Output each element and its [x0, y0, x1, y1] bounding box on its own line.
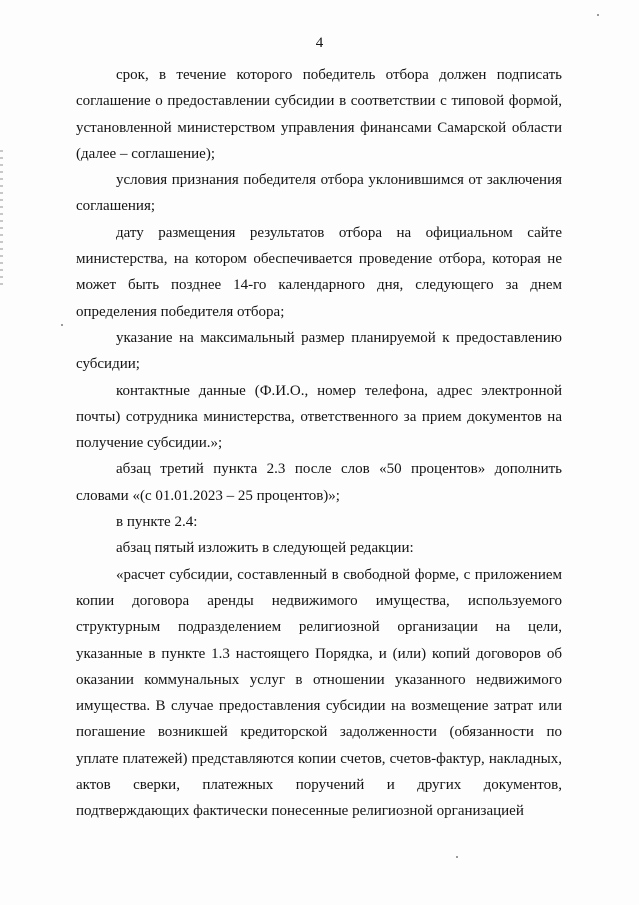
paragraph-contact-data: контактные данные (Ф.И.О., номер телефона, адрес электронной почты) сотрудника министерства, ответственного за прием документов на получение субсидии.»;: [76, 382, 562, 452]
document-body: [76, 62, 562, 825]
paragraph-deadline-signing: срок, в течение которого победитель отбора должен подписать соглашение о предоставлении субсидии в соответствии с типовой формой, установленной министерством управления финансами Самарской области (далее – соглашение);: [76, 67, 562, 162]
paragraph-amendment-2-3: абзац третий пункта 2.3 после слов «50 процентов» дополнить словами «(с 01.01.2023 – 25 процентов)»;: [76, 461, 562, 504]
paragraph-evasion-conditions: условия признания победителя отбора уклонившимся от заключения соглашения;: [76, 172, 562, 215]
scan-speck: [597, 14, 599, 16]
paragraph-fifth-abzac: абзац пятый изложить в следующей редакции:: [116, 540, 414, 557]
paragraph-subsidy-calculation: «расчет субсидии, составленный в свободной форме, с приложением копии договора аренды недвижимого имущества, используемого структурным подразделением религиозной организации на цели, указанные в пункте 1.3 настоящего Порядка, и (или) копий договоров об оказании коммунальных услуг в отношении указанного недвижимого имущества. В случае предоставления субсидии на возмещение затрат или погашение возникшей кредиторской задолженности (обязанности по уплате платежей) представляются копии счетов, счетов-фактур, накладных, актов сверки, платежных поручений и других документов, подтверждающих фактически понесенные религиозной организацией: [76, 566, 562, 820]
scan-edge-marks: [0, 150, 3, 290]
paragraph-results-date: дату размещения результатов отбора на официальном сайте министерства, на котором обеспечивается проведение отбора, которая не может быть позднее 14-го календарного дня, следующего за днем определения победителя отбора;: [76, 224, 562, 320]
paragraph-clause-2-4: в пункте 2.4:: [116, 514, 198, 531]
page-number: 4: [315, 35, 324, 51]
scan-speck: [61, 324, 63, 326]
paragraph-max-subsidy: указание на максимальный размер планируемой к предоставлению субсидии;: [76, 329, 562, 373]
scan-speck: [456, 856, 458, 858]
